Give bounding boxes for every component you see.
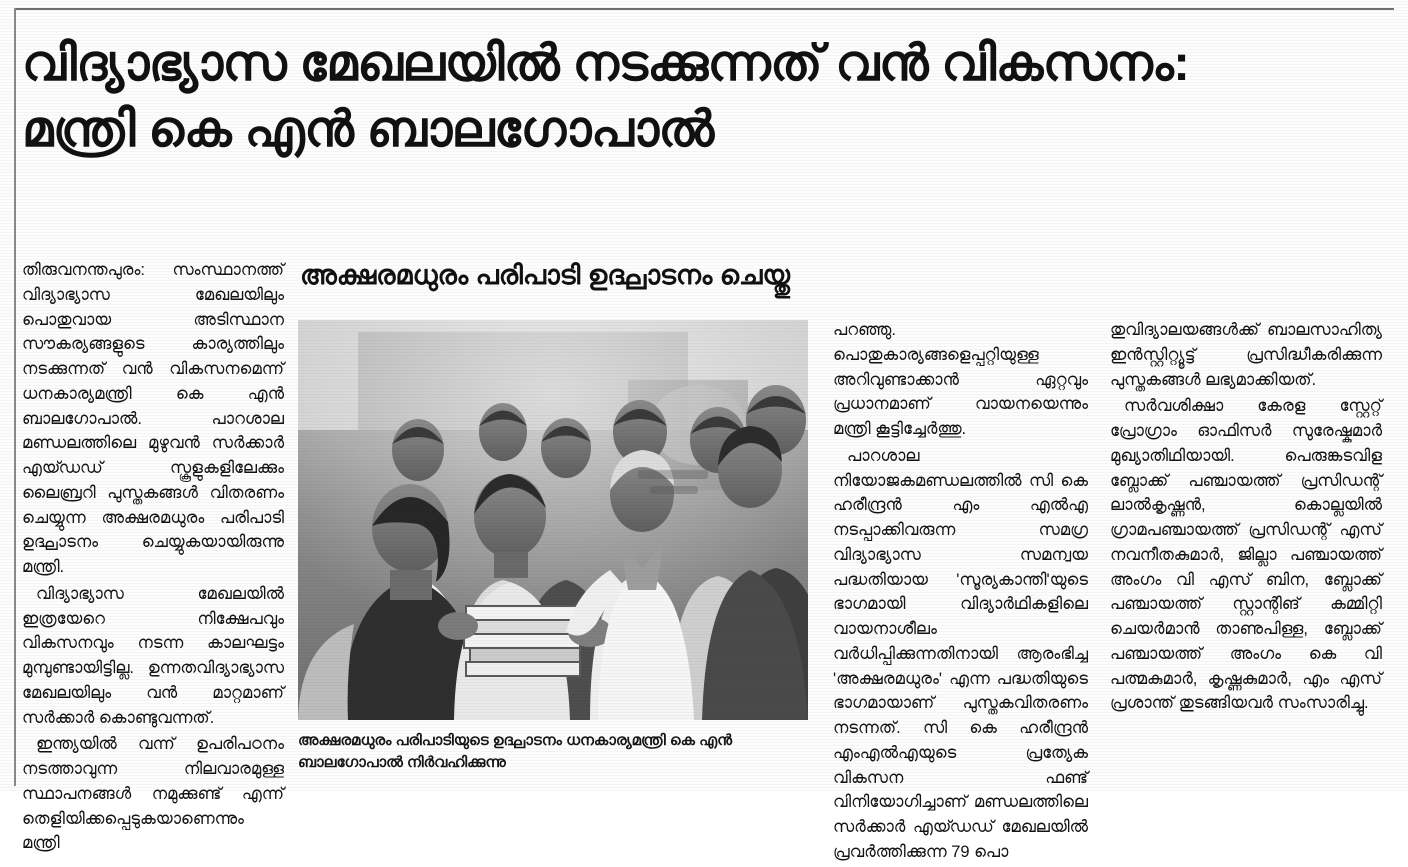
photo-image bbox=[298, 320, 808, 720]
paragraph: വിദ്യാഭ്യാസ മേഖലയിൽ ഇത്രയേറെ നിക്ഷേപവും വികസനവും നടന്ന കാലഘട്ടം മുമ്പുണ്ടായിട്ടില്ല. ഉന്നതവിദ്യാഭ്യാസ മേഖലയിലും വൻ മാറ്റമാണ് സർക്കാർ കൊണ്ടുവന്നത്. bbox=[22, 584, 284, 727]
headline-line-1: വിദ്യാഭ്യാസ മേഖലയിൽ നടക്കുന്നത് വൻ വികസനം: bbox=[22, 35, 1190, 91]
subheadline: അക്ഷരമധുരം പരിപാടി ഉദ്ഘാടനം ചെയ്തു bbox=[300, 260, 791, 290]
paragraph: ഇന്ത്യയിൽ വന്ന് ഉപരിപഠനം നടത്താവുന്ന നിലവാരമുള്ള സ്ഥാപനങ്ങൾ നമുക്കുണ്ട് എന്ന് തെളിയിക്കപ്പെടുകയാണെന്നും മന്ത്രി bbox=[22, 735, 284, 853]
article-column-4 bbox=[1110, 318, 1382, 718]
left-divider bbox=[14, 8, 16, 786]
paragraph: പാറശാല നിയോജകമണ്ഡലത്തിൽ സി കെ ഹരീന്ദ്രൻ എം എൽഎ നടപ്പാക്കിവരുന്ന സമഗ്ര വിദ്യാഭ്യാസ സമന്വയ പദ്ധതിയായ 'സൂര്യകാന്തി'യുടെ ഭാഗമായി വിദ്യാർഥികളിലെ വായനാശീലം വർധിപ്പിക്കുന്നതിനായി ആരംഭിച്ച 'അക്ഷരമധുരം' എന്ന പദ്ധതിയുടെ ഭാഗമായാണ് പുസ്തകവിതരണം നടന്നത്. സി കെ ഹരീന്ദ്രൻ എംഎൽഎയുടെ പ്രത്യേക വികസന ഫണ്ട് വിനിയോഗിച്ചാണ് മണ്ഡലത്തിലെ സർക്കാർ എയ്ഡഡ് മേഖലയിൽ പ്രവർത്തിക്കുന്ന 79 പൊ bbox=[833, 446, 1088, 861]
paragraph: തുവിദ്യാലയങ്ങൾക്ക് ബാലസാഹിത്യ ഇൻസ്റ്റിറ്റ്യൂട്ട് പ്രസിദ്ധീകരിക്കുന്ന പുസ്തകങ്ങൾ ലഭ്യമാക്കിയത്. bbox=[1110, 321, 1382, 389]
paragraph: പറഞ്ഞു. പൊതുകാര്യങ്ങളെപ്പറ്റിയുള്ള അറിവുണ്ടാക്കാൻ ഏറ്റവും പ്രധാനമാണ് വായനയെന്നും മന്ത്രി കൂട്ടിച്ചേർത്തു. bbox=[833, 321, 1088, 438]
paragraph: തിരുവനന്തപുരം: സംസ്ഥാനത്ത് വിദ്യാഭ്യാസ മേഖലയിലും പൊതുവായ അടിസ്ഥാന സൗകര്യങ്ങളുടെ കാര്യത്തിലും നടക്കുന്നത് വൻ വികസനമെന്ന് ധനകാര്യമന്ത്രി കെ എൻ ബാലഗോപാൽ. പാറശാല മണ്ഡലത്തിലെ മുഴുവൻ സർക്കാർ എയ്ഡഡ് സ്കൂളുകളിലേക്കും ലൈബ്രറി പുസ്തകങ്ങൾ വിതരണം ചെയ്യുന്ന അക്ഷരമധുരം പരിപാടി ഉദ്ഘാടനം ചെയ്യുകയായിരുന്നു മന്ത്രി. bbox=[22, 261, 284, 576]
page-title bbox=[22, 30, 1382, 162]
top-divider bbox=[14, 8, 1394, 10]
article-photo bbox=[298, 320, 808, 720]
photo-caption: അക്ഷരമധുരം പരിപാടിയുടെ ഉദ്ഘാടനം ധനകാര്യമന്ത്രി കെ എൻ ബാലഗോപാൽ നിർവഹിക്കുന്നു bbox=[298, 732, 733, 771]
article-column-3 bbox=[833, 318, 1088, 867]
paragraph: സർവശിക്ഷാ കേരള സ്റ്റേറ്റ് പ്രോഗ്രാം ഓഫിസർ സുരേഷ്കുമാർ മുഖ്യാതിഥിയായി. പെരുങ്കടവിള ബ്ലോക്ക് പഞ്ചായത്ത് പ്രസിഡന്റ് ലാൽകൃഷ്ണൻ, കൊല്ലയിൽ ഗ്രാമപഞ്ചായത്ത് പ്രസിഡന്റ് എസ് നവനീതകുമാർ, ജില്ലാ പഞ്ചായത്ത് അംഗം വി എസ് ബിന, ബ്ലോക്ക് പഞ്ചായത്ത് സ്റ്റാന്റിങ് കമ്മിറ്റി ചെയർമാൻ താണുപിള്ള, ബ്ലോക്ക് പഞ്ചായത്ത് അംഗം കെ വി പത്മകുമാർ, കൃഷ്ണകുമാർ, എം എസ് പ്രശാന്ത് തുടങ്ങിയവർ സംസാരിച്ചു. bbox=[1110, 397, 1382, 713]
article-column-1 bbox=[22, 258, 284, 858]
headline-line-2: മന്ത്രി കെ എൻ ബാലഗോപാൽ bbox=[22, 101, 714, 157]
